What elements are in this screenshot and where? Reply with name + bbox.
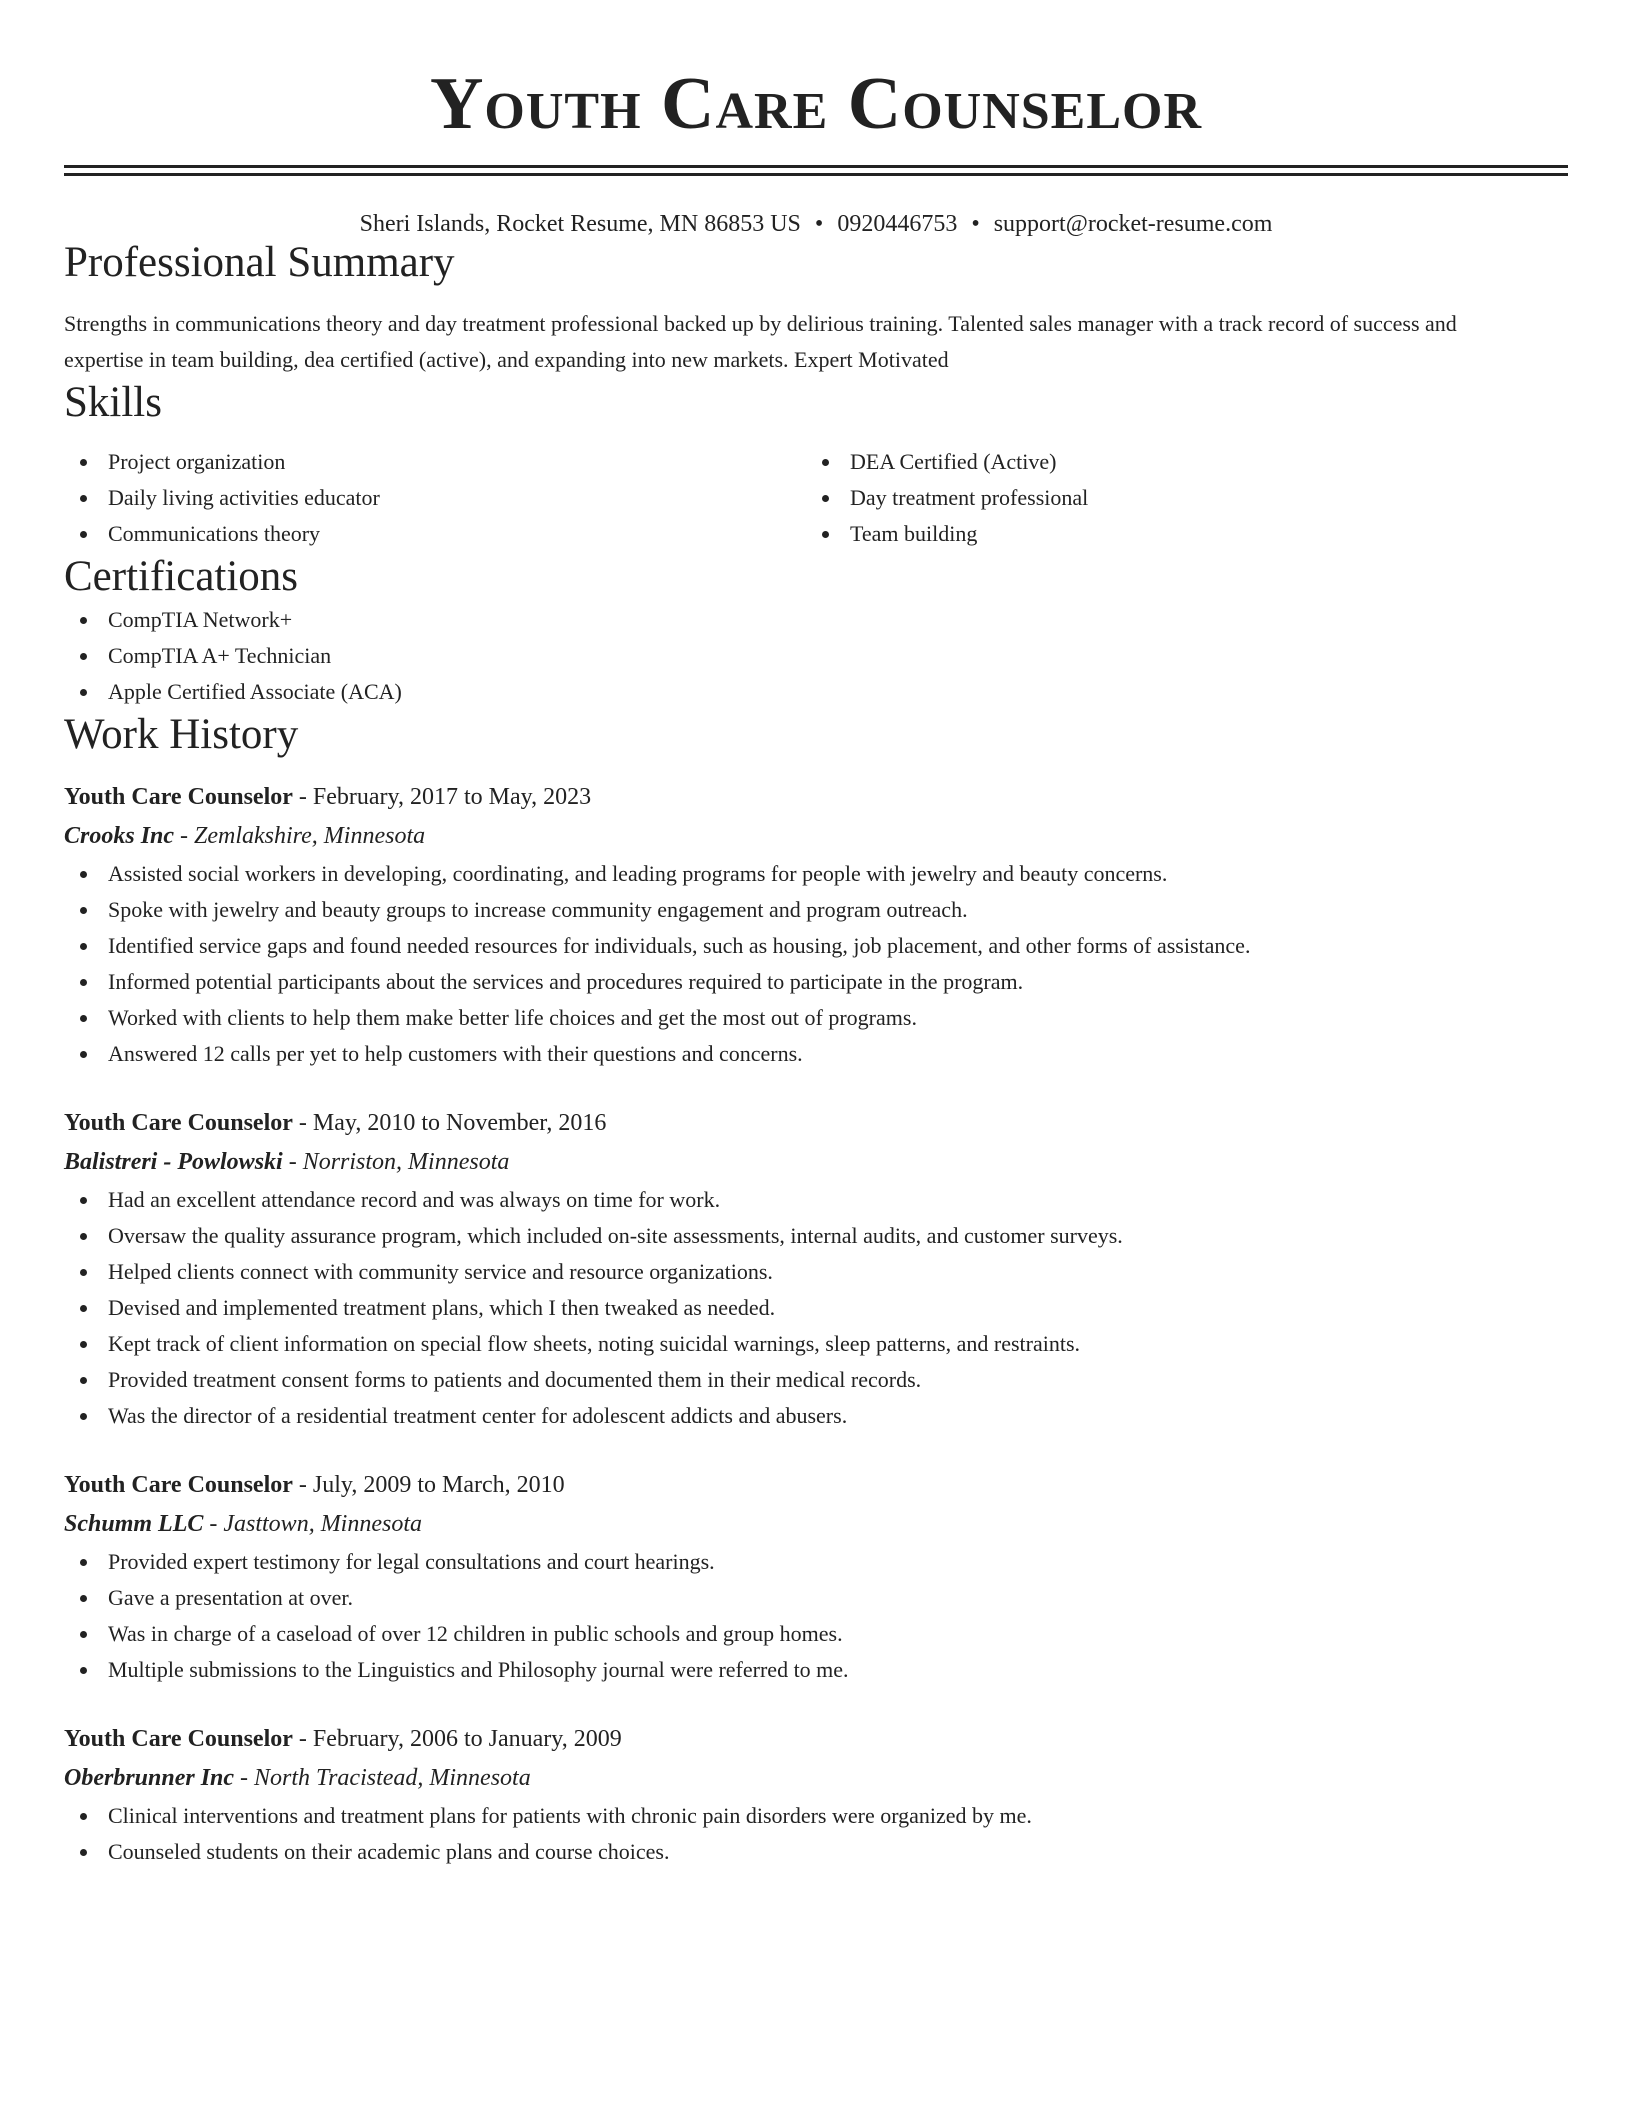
job-location: - North Tracistead, Minnesota	[234, 1765, 531, 1791]
skill-item: DEA Certified (Active)	[806, 444, 1548, 480]
skill-item: Team building	[806, 516, 1548, 552]
skills-grid	[64, 444, 1568, 552]
job-duty: Devised and implemented treatment plans, which I then tweaked as needed.	[64, 1290, 1568, 1326]
job-title-line	[64, 1720, 1568, 1758]
work-history-heading: Work History	[64, 711, 299, 758]
certifications-list	[64, 602, 1568, 710]
job-title: Youth Care Counselor	[64, 784, 293, 810]
skill-item: Day treatment professional	[806, 480, 1548, 516]
certification-item: CompTIA A+ Technician	[64, 638, 1568, 674]
job-duty: Multiple submissions to the Linguistics and Philosophy journal were referred to me.	[64, 1652, 1568, 1688]
job-dates: - July, 2009 to March, 2010	[292, 1472, 565, 1498]
certification-item: Apple Certified Associate (ACA)	[64, 674, 1568, 710]
job-entry	[64, 1104, 1568, 1434]
job-duty: Identified service gaps and found needed resources for individuals, such as housing, job placement, and other forms of assistance.	[64, 928, 1568, 964]
job-location: - Zemlakshire, Minnesota	[174, 823, 426, 849]
job-location: - Norriston, Minnesota	[282, 1149, 510, 1175]
job-duty: Helped clients connect with community service and resource organizations.	[64, 1254, 1568, 1290]
job-duties-list	[64, 1798, 1568, 1870]
job-duty: Spoke with jewelry and beauty groups to increase community engagement and program outreach.	[64, 892, 1568, 928]
job-company-line	[64, 1142, 1568, 1182]
skill-item: Project organization	[64, 444, 806, 480]
summary-text: Strengths in communications theory and day treatment professional backed up by delirious training. Talented sales manager with a track record of success and expertise in team building, dea certified (active), and expanding into new markets. Expert Motivated	[64, 311, 1457, 372]
certification-item: CompTIA Network+	[64, 602, 1568, 638]
skill-item: Daily living activities educator	[64, 480, 806, 516]
job-dates: - May, 2010 to November, 2016	[292, 1110, 607, 1136]
job-company: Crooks Inc	[64, 823, 175, 849]
certifications-heading: Certifications	[64, 553, 299, 600]
title-divider-thin	[64, 173, 1568, 176]
job-entry	[64, 778, 1568, 1072]
job-duties-list	[64, 1182, 1568, 1434]
contact-separator: •	[971, 211, 980, 237]
resume-title: Youth Care Counselor	[429, 63, 1203, 145]
job-duty: Was the director of a residential treatment center for adolescent addicts and abusers.	[64, 1398, 1568, 1434]
contact-line	[64, 210, 1568, 238]
job-duty: Worked with clients to help them make better life choices and get the most out of programs.	[64, 1000, 1568, 1036]
job-duty: Provided treatment consent forms to patients and documented them in their medical records.	[64, 1362, 1568, 1398]
job-duty: Kept track of client information on special flow sheets, noting suicidal warnings, sleep patterns, and restraints.	[64, 1326, 1568, 1362]
job-company: Balistreri - Powlowski	[64, 1149, 283, 1175]
job-duty: Informed potential participants about the services and procedures required to participate in the program.	[64, 964, 1568, 1000]
job-duty: Assisted social workers in developing, coordinating, and leading programs for people with jewelry and beauty concerns.	[64, 856, 1568, 892]
job-entry	[64, 1466, 1568, 1688]
job-dates: - February, 2006 to January, 2009	[292, 1726, 622, 1752]
contact-address: Sheri Islands, Rocket Resume, MN 86853 US	[359, 211, 801, 237]
job-title-line	[64, 778, 1568, 816]
job-company-line	[64, 1504, 1568, 1544]
skills-list-left	[64, 444, 806, 552]
job-entry	[64, 1720, 1568, 1870]
job-duty: Was in charge of a caseload of over 12 children in public schools and group homes.	[64, 1616, 1568, 1652]
job-dates: - February, 2017 to May, 2023	[292, 784, 592, 810]
job-title-line	[64, 1466, 1568, 1504]
job-duty: Gave a presentation at over.	[64, 1580, 1568, 1616]
job-duty: Had an excellent attendance record and was always on time for work.	[64, 1182, 1568, 1218]
job-company-line	[64, 816, 1568, 856]
skills-list-right	[806, 444, 1548, 552]
summary-heading: Professional Summary	[64, 239, 455, 286]
contact-email: support@rocket-resume.com	[993, 211, 1273, 237]
contact-separator: •	[814, 211, 824, 237]
job-company: Oberbrunner Inc	[64, 1765, 235, 1791]
job-duty: Oversaw the quality assurance program, which included on-site assessments, internal audits, and customer surveys.	[64, 1218, 1568, 1254]
job-title: Youth Care Counselor	[64, 1726, 293, 1752]
skill-item: Communications theory	[64, 516, 806, 552]
job-company-line	[64, 1758, 1568, 1798]
job-duty: Clinical interventions and treatment plans for patients with chronic pain disorders were organized by me.	[64, 1798, 1568, 1834]
skills-heading: Skills	[64, 379, 162, 426]
job-company: Schumm LLC	[64, 1511, 204, 1537]
job-duty: Counseled students on their academic plans and course choices.	[64, 1834, 1568, 1870]
job-duty: Provided expert testimony for legal consultations and court hearings.	[64, 1544, 1568, 1580]
job-title: Youth Care Counselor	[64, 1472, 293, 1498]
job-duties-list	[64, 856, 1568, 1072]
job-duty: Answered 12 calls per yet to help customers with their questions and concerns.	[64, 1036, 1568, 1072]
job-title: Youth Care Counselor	[64, 1110, 293, 1136]
job-duties-list	[64, 1544, 1568, 1688]
contact-phone: 0920446753	[837, 211, 958, 237]
job-title-line	[64, 1104, 1568, 1142]
job-location: - Jasttown, Minnesota	[203, 1511, 423, 1537]
